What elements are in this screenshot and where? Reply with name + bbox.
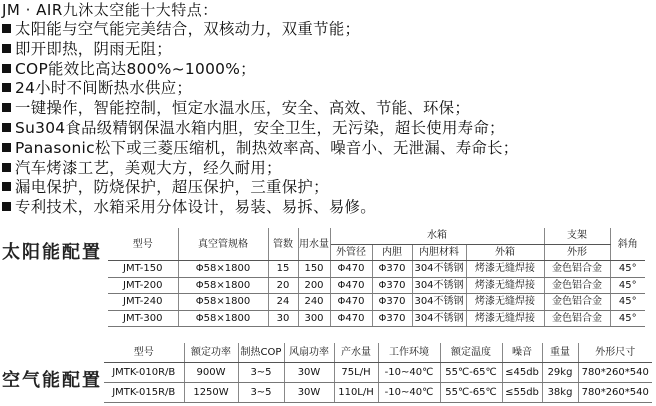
cell: 304不锈钢	[412, 310, 466, 327]
cell: JMT-150	[108, 261, 178, 278]
feature-item: 太阳能与空气能完美结合，双核动力，双重节能；	[2, 20, 518, 40]
solar-config-label: 太阳能配置	[2, 242, 102, 263]
cell: 55℃-65℃	[440, 363, 502, 383]
cell: JMT-300	[108, 310, 178, 327]
col-header-weight: 重量	[542, 343, 578, 363]
cell: 45°	[610, 294, 645, 311]
feature-item: 汽车烤漆工艺，美观大方，经久耐用；	[2, 159, 518, 179]
col-header-tube-count: 管数	[268, 228, 298, 261]
table-row	[104, 383, 652, 403]
cell: 304不锈钢	[412, 277, 466, 294]
table-row	[108, 310, 645, 327]
cell: 烤漆无缝焊接	[466, 277, 544, 294]
col-header-angle: 斜角	[610, 228, 645, 261]
cell: Φ370	[372, 277, 412, 294]
cell: 45°	[610, 277, 645, 294]
cell: 38kg	[542, 383, 578, 403]
feature-item: 即开即热，阴雨无阻；	[2, 40, 518, 60]
cell: 金色铝合金	[544, 310, 610, 327]
cell: Φ470	[330, 277, 372, 294]
cell: 1250W	[184, 383, 238, 403]
cell: 110L/H	[334, 383, 378, 403]
col-header-shape: 外形	[544, 244, 610, 261]
cell: 24	[268, 294, 298, 311]
col-header-fan-power: 风扇功率	[284, 343, 334, 363]
cell: JMT-200	[108, 277, 178, 294]
cell: 3~5	[238, 383, 284, 403]
col-header-inner-tank: 内胆	[372, 244, 412, 261]
col-header-rated-power: 额定功率	[184, 343, 238, 363]
col-header-noise: 噪音	[502, 343, 542, 363]
square-bullet-icon	[2, 182, 11, 191]
cell: Φ470	[330, 261, 372, 278]
cell: 300	[298, 310, 330, 327]
feature-item: COP能效比高达800%~1000%；	[2, 60, 518, 80]
cell: 900W	[184, 363, 238, 383]
feature-item: Panasonic松下或三菱压缩机，制热效率高、噪音小、无泄漏、寿命长；	[2, 139, 518, 159]
col-header-cop: 制热COP	[238, 343, 284, 363]
col-header-outer-diameter: 外管径	[330, 244, 372, 261]
air-config-table	[104, 343, 652, 403]
square-bullet-icon	[2, 24, 11, 33]
col-header-dimensions: 外形尺寸	[578, 343, 652, 363]
cell: 200	[298, 277, 330, 294]
page-heading: JM · AIR九沐太空能十大特点：	[2, 1, 218, 19]
table-row	[108, 294, 645, 311]
square-bullet-icon	[2, 103, 11, 112]
cell: 75L/H	[334, 363, 378, 383]
cell: 30W	[284, 363, 334, 383]
table-row	[108, 261, 645, 278]
square-bullet-icon	[2, 143, 11, 152]
col-header-water-output: 产水量	[334, 343, 378, 363]
cell: ≤45db	[502, 363, 542, 383]
col-header-model: 型号	[104, 343, 184, 363]
square-bullet-icon	[2, 163, 11, 172]
cell: Φ370	[372, 310, 412, 327]
square-bullet-icon	[2, 64, 11, 73]
cell: 780*260*540	[578, 383, 652, 403]
col-header-work-environment: 工作环境	[378, 343, 440, 363]
cell: 金色铝合金	[544, 261, 610, 278]
cell: Φ370	[372, 294, 412, 311]
cell: Φ58×1800	[178, 294, 268, 311]
cell: 780*260*540	[578, 363, 652, 383]
air-config-label: 空气能配置	[2, 370, 102, 391]
table-group-row	[108, 228, 645, 244]
cell: Φ58×1800	[178, 277, 268, 294]
col-header-tube-spec: 真空管规格	[178, 228, 268, 261]
feature-item: 24小时不间断热水供应；	[2, 79, 518, 99]
cell: 30W	[284, 383, 334, 403]
cell: 240	[298, 294, 330, 311]
cell: 30	[268, 310, 298, 327]
solar-config-table	[108, 228, 645, 327]
feature-item: Su304食品级精钢保温水箱内胆，安全卫生，无污染，超长使用寿命；	[2, 119, 518, 139]
cell: 20	[268, 277, 298, 294]
feature-item: 专利技术，水箱采用分体设计，易装、易拆、易修。	[2, 198, 518, 218]
cell: 29kg	[542, 363, 578, 383]
cell: JMTK-015R/B	[104, 383, 184, 403]
cell: Φ370	[372, 261, 412, 278]
col-header-outer-box: 外箱	[466, 244, 544, 261]
cell: 3~5	[238, 363, 284, 383]
square-bullet-icon	[2, 44, 11, 53]
cell: 烤漆无缝焊接	[466, 294, 544, 311]
square-bullet-icon	[2, 83, 11, 92]
cell: 烤漆无缝焊接	[466, 261, 544, 278]
feature-item: 漏电保护，防烧保护，超压保护，三重保护；	[2, 178, 518, 198]
col-header-model: 型号	[108, 228, 178, 261]
cell: JMT-240	[108, 294, 178, 311]
cell: Φ58×1800	[178, 310, 268, 327]
cell: JMTK-010R/B	[104, 363, 184, 383]
cell: 15	[268, 261, 298, 278]
cell: 45°	[610, 261, 645, 278]
square-bullet-icon	[2, 202, 11, 211]
col-header-rated-temperature: 额定温度	[440, 343, 502, 363]
square-bullet-icon	[2, 123, 11, 132]
group-header-bracket: 支架	[544, 228, 610, 244]
cell: 金色铝合金	[544, 294, 610, 311]
cell: Φ470	[330, 294, 372, 311]
feature-item: 一键操作，智能控制，恒定水温水压，安全、高效、节能、环保；	[2, 99, 518, 119]
cell: 金色铝合金	[544, 277, 610, 294]
cell: 45°	[610, 310, 645, 327]
cell: Φ58×1800	[178, 261, 268, 278]
cell: -10~40℃	[378, 383, 440, 403]
cell: 304不锈钢	[412, 261, 466, 278]
cell: 150	[298, 261, 330, 278]
feature-list	[2, 20, 518, 218]
table-header-row	[104, 343, 652, 363]
cell: ≤55db	[502, 383, 542, 403]
cell: 烤漆无缝焊接	[466, 310, 544, 327]
group-header-tank: 水箱	[330, 228, 544, 244]
cell: 55℃-65℃	[440, 383, 502, 403]
table-row	[108, 277, 645, 294]
cell: -10~40℃	[378, 363, 440, 383]
cell: Φ470	[330, 310, 372, 327]
cell: 304不锈钢	[412, 294, 466, 311]
col-header-water-volume: 用水量	[298, 228, 330, 261]
table-row	[104, 363, 652, 383]
col-header-inner-material: 内胆材料	[412, 244, 466, 261]
